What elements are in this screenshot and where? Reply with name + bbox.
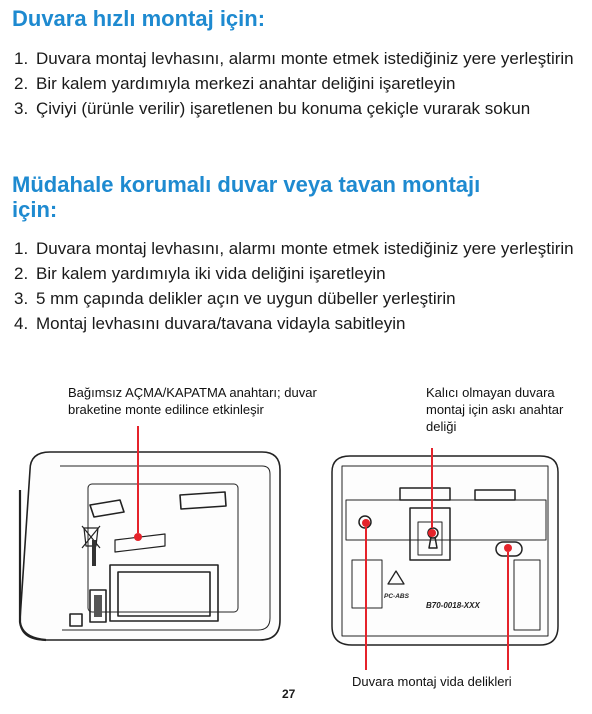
list-item: 3. Çiviyi (ürünle verilir) işaretlenen bu konuma çekiçle vurarak sokun [14,99,531,118]
alarm-back-illustration [20,452,280,640]
screw-marker-left [362,519,370,527]
model-code: B70-0018-XXX [426,601,480,610]
keyhole-marker [428,529,436,537]
list-item: 1. Duvara montaj levhasını, alarmı monte etmek istediğiniz yere yerleştirin [14,239,574,258]
list-item: 2. Bir kalem yardımıyla iki vida deliğini işaretleyin [14,264,386,283]
list-item: 1. Duvara montaj levhasını, alarmı monte etmek istediğiniz yere yerleştirin [14,49,574,68]
list-item: 4. Montaj levhasını duvara/tavana vidayla sabitleyin [14,314,406,333]
page-number: 27 [282,687,296,701]
screw-marker-right [504,544,512,552]
section-heading-quick-mount: Duvara hızlı montaj için: [12,6,266,31]
section-heading-tamper-mount: Müdahale korumalı duvar veya tavan montajı için: [12,172,481,222]
recycle-label: PC-ABS [384,593,409,600]
list-item: 3. 5 mm çapında delikler açın ve uygun dübeller yerleştirin [14,289,456,308]
caption-screw-holes: Duvara montaj vida delikleri [352,674,512,689]
list-item: 2. Bir kalem yardımıyla merkezi anahtar deliğini işaretleyin [14,74,456,93]
caption-switch: Bağımsız AÇMA/KAPATMA anahtarı; duvar braketine monte edilince etkinleşir [68,385,317,417]
switch-marker [134,533,142,541]
caption-keyhole: Kalıcı olmayan duvara montaj için askı anahtar deliği [426,385,564,434]
